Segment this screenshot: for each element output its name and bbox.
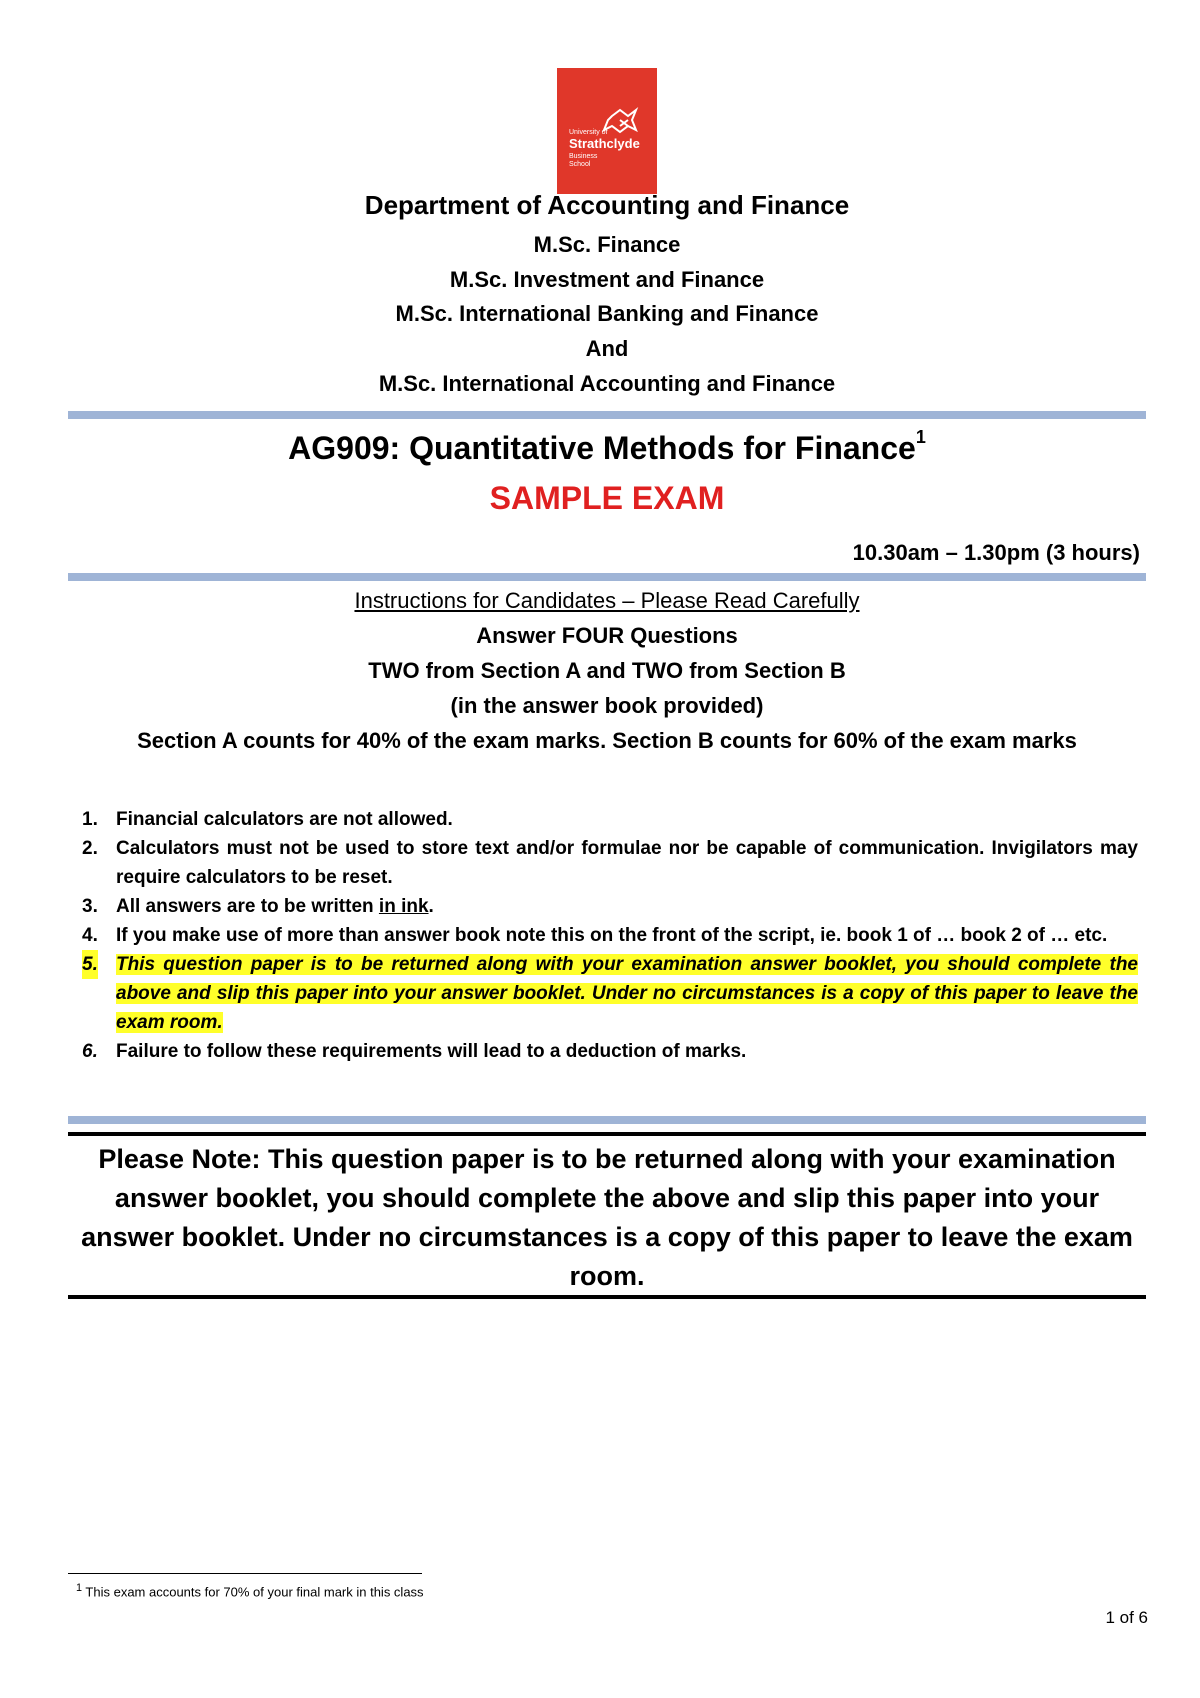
list-item-number: 6. [82,1041,98,1062]
list-item-text: Failure to follow these requirements will lead to a deduction of marks. [116,1041,747,1062]
instruction-line-2: TWO from Section A and TWO from Section B [368,658,846,683]
instruction-line-1: Answer FOUR Questions [476,623,738,648]
list-item-number: 4. [82,925,98,946]
list-item [82,805,1138,834]
list-item-text-end: . [428,896,434,917]
instruction-line-4: Section A counts for 40% of the exam marks. Section B counts for 60% of the exam marks [137,728,1077,753]
list-item [82,1037,1138,1066]
please-note: Please Note: This question paper is to be returned along with your examination answer booklet, you should complete the above and slip this paper into your answer booklet. Under no circumstances is a copy of this paper to leave the exam room. [81,1144,1133,1291]
list-item-number: 1. [82,809,98,830]
list-item-underline: in ink [378,896,429,917]
divider-3 [68,1116,1146,1124]
list-item-text: Financial calculators are not allowed. [116,809,453,830]
programme-1: M.Sc. Finance [533,232,681,257]
logo-graphic [557,68,657,194]
logo-line-4: School [569,161,591,168]
footnote [76,1582,424,1599]
footnote-marker: 1 [915,427,926,448]
divider-1 [68,411,1146,419]
logo-line-3: Business [569,153,598,160]
list-item [82,921,1138,950]
footnote-number: 1 [76,1582,83,1594]
page-number: 1 of 6 [1105,1608,1148,1627]
instruction-line-3: (in the answer book provided) [450,693,764,718]
exam-time: 10.30am – 1.30pm (3 hours) [852,540,1140,565]
logo-line-2: Strathclyde [569,136,640,151]
rules-list [82,805,1138,1066]
exam-title-text: AG909: Quantitative Methods for Finance [288,430,916,466]
list-item [82,834,1138,892]
list-item-text: If you make use of more than answer book note this on the front of the script, ie. book 1 of … book 2 of … etc. [116,925,1108,946]
logo-line-1: University of [569,129,608,136]
exam-title [68,427,1146,467]
list-item-number: 3. [82,896,98,917]
programme-3: M.Sc. International Banking and Finance [395,301,819,326]
divider-2 [68,573,1146,581]
footnote-text: This exam accounts for 70% of your final mark in this class [85,1584,424,1600]
list-item-text: Calculators must not be used to store text and/or formulae nor be capable of communication. Invigilators may require calculators to be reset. [116,838,1138,888]
programme-2: M.Sc. Investment and Finance [449,267,765,292]
list-item-number: 5. [82,950,98,979]
list-item-number: 2. [82,838,98,859]
note-border-bottom [68,1295,1146,1299]
note-border-top [68,1132,1146,1136]
instructions-heading: Instructions for Candidates – Please Read Carefully [354,588,860,613]
sample-exam-label: SAMPLE EXAM [489,480,725,516]
footnote-separator [68,1573,422,1574]
university-logo [557,68,657,194]
list-item [82,892,1138,921]
list-item-text: This question paper is to be returned along with your examination answer booklet, you should complete the above and slip this paper into your answer booklet. Under no circumstances is a copy of this paper to leave the exam room. [116,954,1138,1033]
programme-conjunction: And [585,336,629,361]
department-title: Department of Accounting and Finance [364,190,850,220]
programme-4: M.Sc. International Accounting and Finance [378,371,836,396]
list-item-highlighted [82,950,1138,1037]
list-item-text: All answers are to be written [116,896,379,917]
